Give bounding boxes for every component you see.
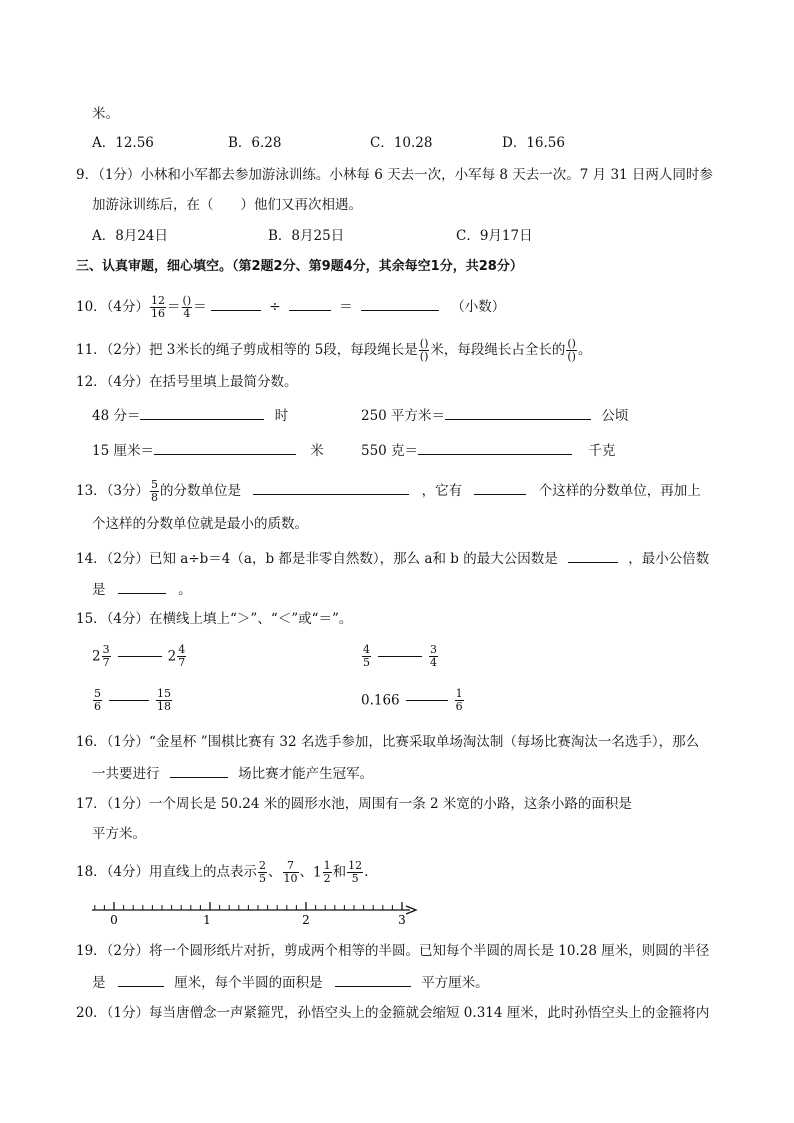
q13-line1 <box>76 479 701 504</box>
q16-text-1: 一共要进行 <box>92 766 160 782</box>
fraction: $\frac{4}{7}$ <box>178 643 186 669</box>
q11-text-3: 。 <box>577 342 592 358</box>
equals-sign: ＝ <box>193 299 207 315</box>
q15-blank-4[interactable] <box>406 700 448 701</box>
q8-tail-text: 米。 <box>92 106 119 122</box>
q10-note: （小数） <box>451 299 506 315</box>
q15-title: 15．（4分）在横线上填上“＞”、“＜”或“＝”。 <box>76 611 353 627</box>
q16-blank[interactable] <box>170 763 228 778</box>
q14-line1 <box>76 548 709 569</box>
q12-row2-left <box>92 440 324 461</box>
q18-line <box>76 860 368 885</box>
fraction: $\frac{15}{18}$ <box>157 687 171 713</box>
q19-blank-1[interactable] <box>118 972 164 987</box>
q12-unit-hectare: 公顷 <box>601 408 629 424</box>
q10-blank-1[interactable] <box>211 296 261 311</box>
q17-line2: 平方米。 <box>92 826 146 842</box>
whole-number: 2 <box>92 648 101 665</box>
q9-line2: 加游泳训练后，在（ ）他们又再次相遇。 <box>92 197 362 213</box>
q17-line1: 17．（1分）一个周长是 50.24 米的圆形水池，周围有一条 2 米宽的小路，这条小路的面积是 <box>76 796 632 812</box>
q12-label-250sqm: 250 平方米＝ <box>361 408 446 424</box>
q14-text-1: 14．（2分）已知 a÷b＝4（a，b 都是非零自然数），那么 a和 b 的最大公因数是 <box>76 551 558 567</box>
q16-line1: 16．（1分）“金星杯 ”围棋比赛有 32 名选手参加，比赛采取单场淘汰制（每场比赛淘汰一名选手），那么 <box>76 734 700 750</box>
fraction: $\frac{5}{6}$ <box>94 687 101 713</box>
q15-compare-1 <box>92 644 187 669</box>
q13-prefix: 13．（3分） <box>76 483 150 499</box>
q15-compare-4 <box>361 688 465 713</box>
q12-blank-4[interactable] <box>418 440 572 455</box>
separator: 、 <box>299 864 314 880</box>
q18-text: 18．（4分）用直线上的点表示 <box>76 864 258 880</box>
q12-title: 12．（4分）在括号里填上最简分数。 <box>76 374 298 390</box>
q14-blank-2[interactable] <box>118 579 166 594</box>
q15-blank-3[interactable] <box>109 700 149 701</box>
q10-prefix: 10．（4分） <box>76 299 150 315</box>
section-3-heading: 三、认真审题，细心填空。（第2题2分、第9题4分，其余每空1分，共28分） <box>76 259 523 274</box>
q12-blank-3[interactable] <box>154 440 296 455</box>
q11 <box>76 338 591 363</box>
fraction: $\frac{3}{4}$ <box>430 643 437 669</box>
q10 <box>76 295 505 320</box>
q12-row1-right <box>361 405 628 426</box>
q13-line2: 个这样的分数单位就是最小的质数。 <box>92 516 308 532</box>
q10-blank-2[interactable] <box>289 296 331 311</box>
equals-sign: ＝ <box>167 299 181 315</box>
q12-unit-meter: 米 <box>310 443 324 459</box>
q12-label-15cm: 15 厘米＝ <box>92 443 154 459</box>
q9-line1: 9．（1分）小林和小军都去参加游泳训练。小林每 6 天去一次，小军每 8 天去一次。7 月 31 日两人同时参 <box>76 167 713 183</box>
q15-compare-3 <box>92 688 173 713</box>
q15-blank-2[interactable] <box>378 656 422 657</box>
q10-fraction-2: () 4 <box>182 294 192 320</box>
q19-line1: 19．（2分）将一个圆形纸片对折，剪成两个相等的半圆。已知每个半圆的周长是 10.28 厘米，则圆的半径 <box>76 943 710 959</box>
q13-blank-2[interactable] <box>474 480 526 495</box>
q9-option-c: C．9月17日 <box>456 228 533 244</box>
q13-blank-1[interactable] <box>253 480 409 495</box>
fraction: $\frac{4}{5}$ <box>363 643 370 669</box>
q10-fraction-1: $\frac{12}{16}$ <box>151 294 166 320</box>
fraction: $\frac{1}{2}$ <box>323 859 331 885</box>
q12-label-550g: 550 克＝ <box>361 443 419 459</box>
q9-option-b: B．8月25日 <box>268 228 345 244</box>
axis-label-1: 1 <box>203 913 211 927</box>
fraction: $\frac{1}{6}$ <box>455 687 463 713</box>
fraction: $\frac{7}{10}$ <box>283 859 298 885</box>
q13-text-3: 个这样的分数单位，再加上 <box>538 483 701 499</box>
q19-text-2: 厘米，每个半圆的面积是 <box>174 975 323 991</box>
q16-text-2: 场比赛才能产生冠军。 <box>238 766 374 782</box>
q14-text-3: 是 <box>92 582 106 598</box>
separator: 、 <box>268 864 282 880</box>
q12-blank-2[interactable] <box>445 405 591 420</box>
q12-blank-1[interactable] <box>140 405 264 420</box>
q9-option-a: A．8月24日 <box>92 228 169 244</box>
q8-option-d: D．16.56 <box>502 135 565 151</box>
q19-line2 <box>92 972 489 993</box>
whole-number: 2 <box>167 648 177 665</box>
q8-option-b: B．6.28 <box>228 135 282 151</box>
q10-blank-3[interactable] <box>361 296 439 311</box>
period: . <box>364 864 369 880</box>
q14-text-2: ，最小公倍数 <box>628 551 710 567</box>
q15-compare-2 <box>361 644 439 669</box>
q12-unit-kg: 千克 <box>588 443 616 459</box>
q14-blank-1[interactable] <box>568 548 618 563</box>
q12-row1-left <box>92 405 288 426</box>
q11-text-1: 11．（2分）把 3米长的绳子剪成相等的 5段，每段绳长是 <box>76 342 418 358</box>
whole-number: 1 <box>313 864 322 881</box>
q16-line2 <box>92 763 373 784</box>
q19-blank-2[interactable] <box>335 972 411 987</box>
q8-option-a: A．12.56 <box>92 135 154 151</box>
q13-text-1: 的分数单位是 <box>160 483 242 499</box>
number-line[interactable] <box>88 896 428 930</box>
axis-label-3: 3 <box>398 913 406 927</box>
q12-row2-right <box>361 440 615 461</box>
q12-unit-hour: 时 <box>274 408 289 424</box>
fraction: $\frac{12}{5}$ <box>348 859 363 885</box>
q19-text-1: 是 <box>92 975 106 991</box>
fraction: $\frac{2}{5}$ <box>259 859 267 885</box>
and-word: 和 <box>332 864 347 880</box>
divide-sign: ÷ <box>269 299 281 315</box>
q13-text-2: ，它有 <box>421 483 463 499</box>
q14-line2 <box>92 579 192 600</box>
q8-option-c: C．10.28 <box>370 135 433 151</box>
q11-text-2: 米，每段绳长占全长的 <box>430 342 566 358</box>
axis-label-2: 2 <box>302 913 310 927</box>
equals-sign: ＝ <box>339 299 353 315</box>
q14-text-4: 。 <box>178 582 192 598</box>
fraction: $\frac{3}{7}$ <box>102 643 110 669</box>
q11-fraction-blank-2[interactable]: () () <box>567 337 576 363</box>
q19-text-3: 平方厘米。 <box>421 975 489 991</box>
number-line-ticks <box>95 902 402 910</box>
q13-fraction: $\frac{5}{8}$ <box>151 478 159 504</box>
q11-fraction-blank-1[interactable]: () () <box>419 337 429 363</box>
axis-label-0: 0 <box>110 913 118 927</box>
q20-line1: 20．（1分）每当唐僧念一声紧箍咒，孙悟空头上的金箍就会缩短 0.314 厘米，此时孙悟空头上的金箍将内 <box>76 1005 710 1021</box>
q12-label-48min: 48 分＝ <box>92 408 141 424</box>
decimal-value: 0.166 <box>361 692 400 709</box>
q15-blank-1[interactable] <box>118 656 162 657</box>
